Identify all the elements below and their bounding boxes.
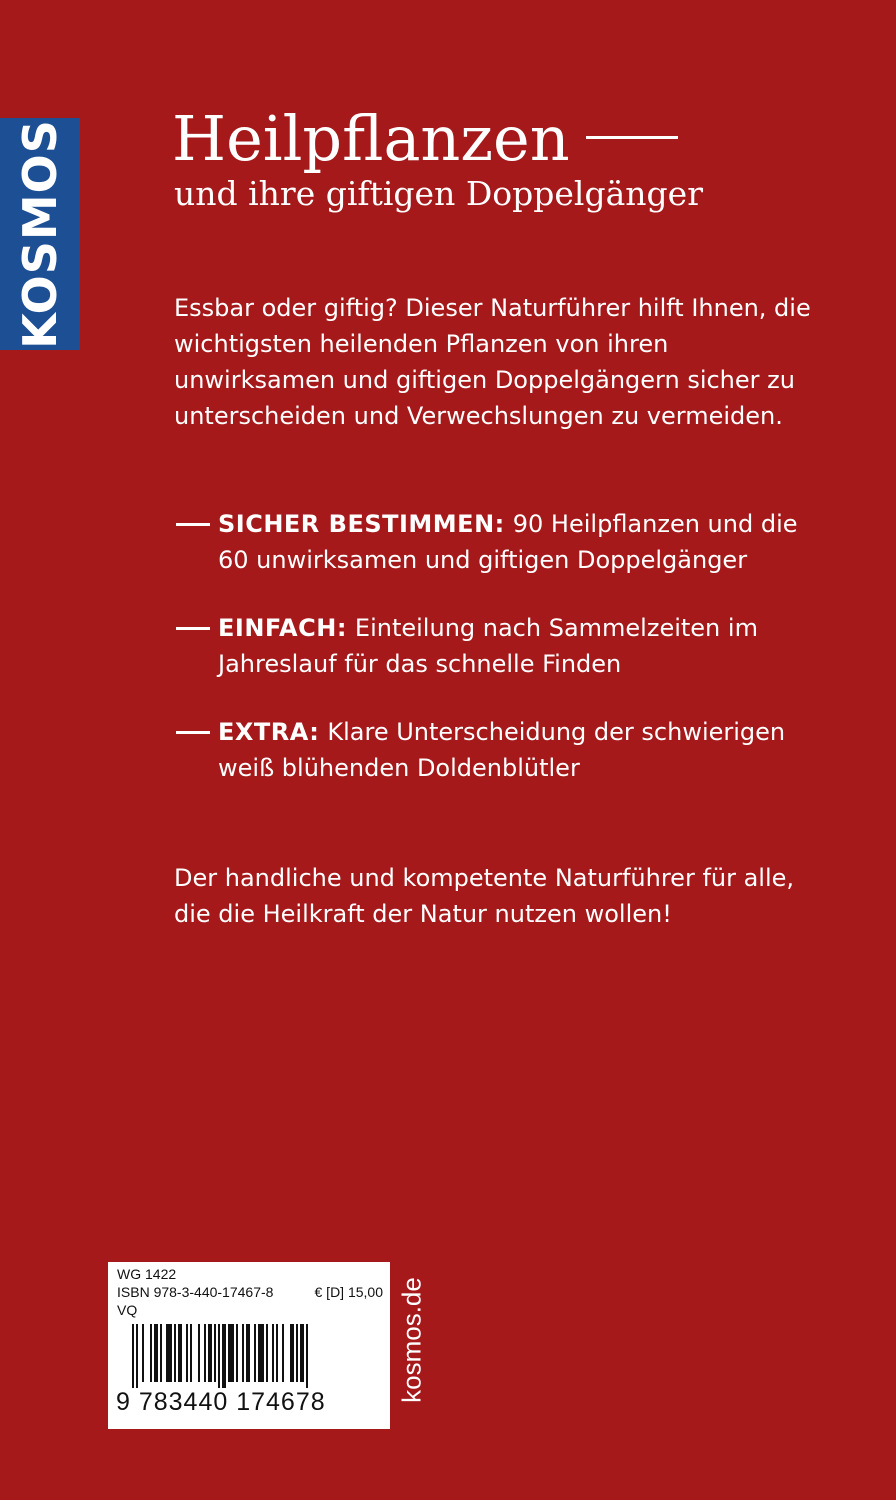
wg-code: WG 1422 [117, 1266, 177, 1282]
dash-marker [174, 714, 218, 786]
price-label [108, 1262, 390, 1429]
website-text: kosmos.de [396, 1277, 427, 1403]
barcode-bar [132, 1324, 134, 1388]
barcode-bar [186, 1324, 188, 1382]
feature-lead: EINFACH: [218, 614, 347, 642]
barcode-bar [178, 1324, 182, 1382]
barcode-bar [222, 1324, 226, 1388]
barcode-bar [166, 1324, 172, 1382]
vq-code: VQ [117, 1302, 138, 1318]
barcode-bar [276, 1324, 278, 1382]
feature-lead: EXTRA: [218, 718, 320, 746]
dash-marker [174, 506, 218, 578]
barcode-bar [190, 1324, 192, 1382]
barcode-bar [290, 1324, 294, 1382]
feature-text: Klare Unterscheidung der schwierigen weiß blühenden Doldenblütler [218, 718, 786, 782]
title-dash [586, 136, 678, 139]
barcode-bar [160, 1324, 162, 1382]
dash-marker [174, 610, 218, 682]
barcode-digits: 9 783440 174678 [116, 1388, 326, 1416]
barcode-bar [174, 1324, 176, 1382]
isbn-text: ISBN 978-3-440-17467-8 [117, 1284, 274, 1300]
barcode-bar [242, 1324, 244, 1382]
book-title-text: Heilpflanzen [172, 102, 570, 175]
barcode-bar [236, 1324, 238, 1382]
feature-item [174, 610, 814, 682]
barcode-bar [258, 1324, 264, 1382]
barcode-bar [228, 1324, 234, 1382]
barcode-bar [204, 1324, 206, 1382]
feature-text: 90 Heilpflanzen und die 60 unwirksamen und giftigen Doppelgänger [218, 510, 798, 574]
barcode-bar [198, 1324, 200, 1382]
barcode-bar [254, 1324, 256, 1382]
barcode-bar [300, 1324, 304, 1382]
closing-paragraph: Der handliche und kompetente Naturführer für alle, die die Heilkraft der Natur nutzen wollen! [174, 864, 795, 928]
barcode-bar [208, 1324, 212, 1382]
feature-item [174, 714, 814, 786]
feature-text: Einteilung nach Sammelzeiten im Jahreslauf für das schnelle Finden [218, 614, 758, 678]
barcode-bar [154, 1324, 158, 1382]
barcode-bar [214, 1324, 216, 1382]
intro-paragraph: Essbar oder giftig? Dieser Naturführer hilft Ihnen, die wichtigsten heilenden Pflanzen von ihren unwirksamen und giftigen Doppelgängern sicher zu unterscheiden und Verwechslungen zu vermeiden. [174, 294, 811, 430]
barcode-bar [246, 1324, 250, 1382]
book-title [172, 104, 678, 174]
barcode-bar [272, 1324, 274, 1382]
barcode-bar [142, 1324, 144, 1382]
barcode-bar [296, 1324, 298, 1382]
barcode-bar [266, 1324, 268, 1382]
barcode-bar [306, 1324, 308, 1388]
feature-lead: SICHER BESTIMMEN: [218, 510, 505, 538]
brand-logo: KOSMOS [13, 119, 67, 349]
barcode-bar [282, 1324, 284, 1382]
feature-item [174, 506, 814, 578]
barcode [132, 1324, 372, 1388]
price-text: € [D] 15,00 [314, 1284, 383, 1300]
feature-list [174, 506, 814, 818]
barcode-bar [150, 1324, 152, 1382]
barcode-bar [218, 1324, 220, 1388]
book-subtitle: und ihre giftigen Doppelgänger [174, 174, 703, 213]
barcode-bar [136, 1324, 138, 1388]
